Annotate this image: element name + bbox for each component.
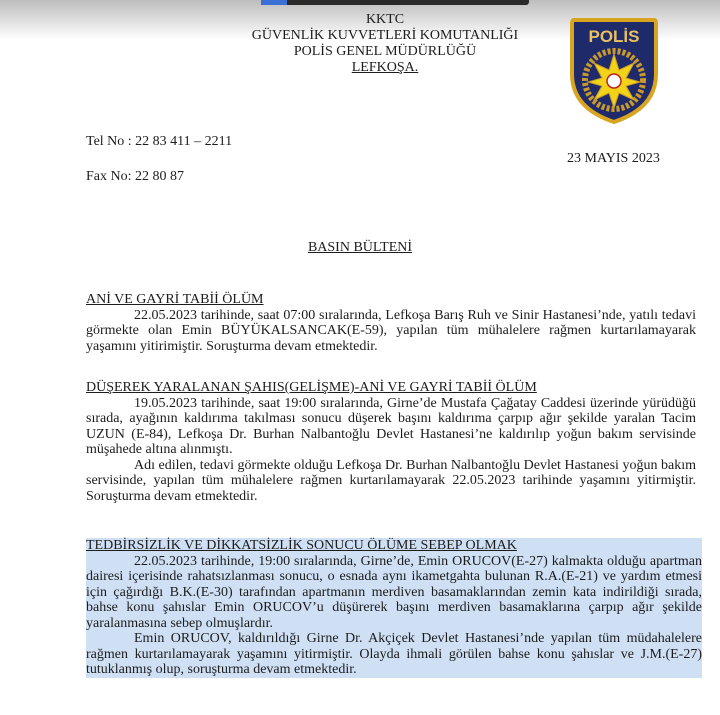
news-item-heading: DÜŞEREK YARALANAN ŞAHIS(GELİŞME)-ANİ VE GAYRİ TABİİ ÖLÜM [86,380,537,395]
fax-number: Fax No: 22 80 87 [86,169,184,184]
news-item-paragraph: 19.05.2023 tarihinde, saat 19:00 sıralarında, Girne’de Mustafa Çağatay Caddesi üzerinde yürüdüğü sırada, ayağının kaldırıma takılması sonucu düşerek başını kaldırıma çarpıp ağır şekilde yaralan Tacim UZUN (E-84), Lefkoşa Dr. Burhan Nalbantoğlu Devlet Hastanesi’ne kaldırılıp yoğun bakım servisinde müşahede altına alınmıştı. [86,395,696,457]
news-item-1 [86,292,696,354]
letterhead-city: LEFKOŞA. [351,60,419,75]
letterhead-directorate: POLİS GENEL MÜDÜRLÜĞÜ [293,44,477,59]
letterhead-command: GÜVENLİK KUVVETLERİ KOMUTANLIĞI [251,28,519,43]
police-badge-logo [568,16,660,124]
news-item-paragraph: 22.05.2023 tarihinde, 19:00 sıralarında, Girne’de, Emin ORUCOV(E-27) kalmakta olduğu apartman dairesi içerisinde rahatsızlanması sonucu, o esnada aynı ikametgahta bulunan R.A.(E-21) ve yardım etmesi için çağırdığı B.K.(E-30) tarafından apartmanın merdiven basamaklarından zemin kata indirildiği sırada, bahse konu şahıslar Emin ORUCOV’u düşürerek başını merdiven basamaklarına çarpıp ağır şekilde yaralanmasına sebep olmuşlardır. [86,553,702,631]
badge-text: POLİS [588,27,640,46]
overlay-bar-indicator [261,0,287,5]
news-item-heading: ANİ VE GAYRİ TABİİ ÖLÜM [86,292,264,307]
news-item-paragraph: Emin ORUCOV, kaldırıldığı Girne Dr. Akçiçek Devlet Hastanesi’nde yapılan tüm müdahalelere rağmen kurtarılamayarak yaşamını yitirmiştir. Olayda ihmali görülen bahse konu şahıslar ve J.M.(E-27) tutuklanmış olup, soruşturma devam etmektedir. [86,631,702,677]
news-item-3-selected[interactable] [86,538,702,678]
document-date: 23 MAYIS 2023 [567,151,660,166]
letterhead-country: KKTC [365,12,405,27]
news-item-paragraph: Adı edilen, tedavi görmekte olduğu Lefkoşa Dr. Burhan Nalbantoğlu Devlet Hastanesi yoğun bakım servisinde, yapılan tüm mühalelere rağmen kurtarılamayarak 22.05.2023 tarihinde yaşamını yitirmiştir. Soruşturma devam etmektedir. [86,457,696,504]
badge-center [607,74,621,88]
overlay-bar [261,0,529,5]
telephone-number: Tel No : 22 83 411 – 2211 [86,134,233,149]
news-item-heading: TEDBİRSİZLİK VE DİKKATSİZLİK SONUCU ÖLÜME SEBEP OLMAK [86,538,517,553]
letterhead [220,12,550,76]
news-item-paragraph: 22.05.2023 tarihinde, saat 07:00 sıralarında, Lefkoşa Barış Ruh ve Sinir Hastanesi’nde, yatılı tedavi görmekte olan Emin BÜYÜKALSANCAK(E-59), yapılan tüm mühalelere rağmen kurtarılamayarak yaşamını yitirimiştir. Soruşturma devam etmektedir. [86,307,696,354]
news-item-2 [86,380,696,504]
document-title: BASIN BÜLTENİ [307,240,413,255]
